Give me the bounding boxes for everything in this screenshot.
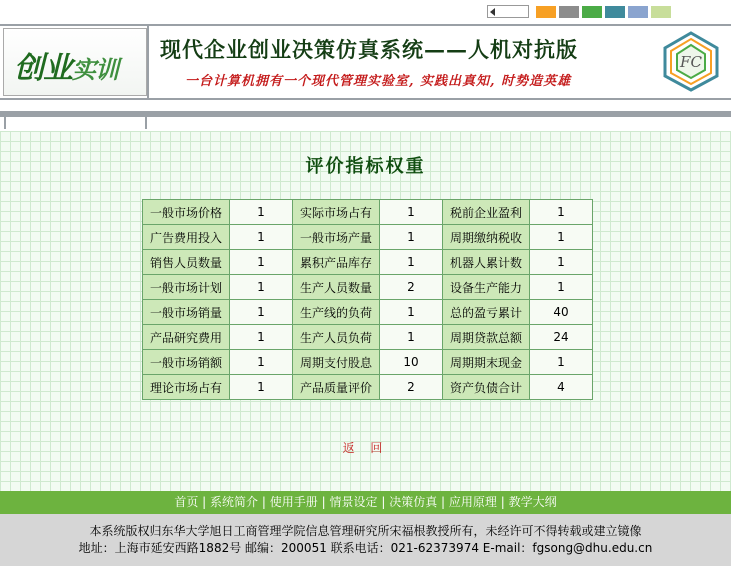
table-row <box>143 225 593 250</box>
indicator-label: 生产人员数量 <box>293 275 380 300</box>
mini-scrollbar[interactable] <box>487 5 529 18</box>
logo-text <box>14 43 118 87</box>
theme-swatch-lime[interactable] <box>651 6 671 18</box>
contact-text: 地址：上海市延安西路1882号 邮编：200051 联系电话：021-62373974 E-mail：fgsong@dhu.edu.cn <box>78 541 653 555</box>
indicator-weight: 1 <box>530 275 593 300</box>
indicator-label: 周期缴纳税收 <box>443 225 530 250</box>
indicator-label: 机器人累计数 <box>443 250 530 275</box>
indicator-weight: 1 <box>230 325 293 350</box>
indicator-weight: 1 <box>530 250 593 275</box>
theme-swatch-orange[interactable] <box>536 6 556 18</box>
emblem-icon <box>660 30 722 92</box>
page-title: 评价指标权重 <box>305 156 426 177</box>
indicator-label: 一般市场价格 <box>143 200 230 225</box>
nav-separator: | <box>500 495 505 509</box>
indicator-label: 一般市场产量 <box>293 225 380 250</box>
nav-link[interactable]: 系统简介 <box>210 495 259 509</box>
indicator-weight: 24 <box>530 325 593 350</box>
site-footer <box>0 514 731 566</box>
nav-separator: | <box>261 495 266 509</box>
nav-separator: | <box>381 495 386 509</box>
indicator-label: 销售人员数量 <box>143 250 230 275</box>
nav-bar <box>0 491 731 514</box>
nav-link[interactable]: 使用手册 <box>269 495 318 509</box>
scroll-left-icon[interactable] <box>490 8 495 16</box>
nav-link[interactable]: 教学大纲 <box>508 495 557 509</box>
top-strip <box>0 0 731 24</box>
logo-text-part2: 实训 <box>72 55 118 84</box>
emblem-letters: FC <box>680 53 702 71</box>
nav-separator: | <box>321 495 326 509</box>
indicator-label: 产品研究费用 <box>143 325 230 350</box>
indicator-label: 理论市场占有 <box>143 375 230 400</box>
indicator-weight: 2 <box>380 275 443 300</box>
indicator-weight: 1 <box>230 275 293 300</box>
indicator-weight: 1 <box>380 250 443 275</box>
nav-link[interactable]: 应用原理 <box>448 495 497 509</box>
indicator-label: 总的盈亏累计 <box>443 300 530 325</box>
indicator-label: 一般市场计划 <box>143 275 230 300</box>
indicator-weight: 4 <box>530 375 593 400</box>
theme-swatch-green[interactable] <box>582 6 602 18</box>
indicator-label: 税前企业盈利 <box>443 200 530 225</box>
theme-swatch-gray[interactable] <box>559 6 579 18</box>
indicator-weight: 2 <box>380 375 443 400</box>
table-row <box>143 375 593 400</box>
table-row <box>143 325 593 350</box>
indicator-weight: 1 <box>230 300 293 325</box>
indicator-label: 周期期末现金 <box>443 350 530 375</box>
logo-text-part1: 创业 <box>14 51 72 86</box>
indicator-weight: 1 <box>530 200 593 225</box>
indicator-label: 生产人员负荷 <box>293 325 380 350</box>
indicator-weight: 1 <box>380 300 443 325</box>
header-divider <box>0 24 731 26</box>
nav-link[interactable]: 决策仿真 <box>389 495 438 509</box>
indicator-label: 广告费用投入 <box>143 225 230 250</box>
indicator-weight: 40 <box>530 300 593 325</box>
table-row <box>143 300 593 325</box>
table-row <box>143 350 593 375</box>
indicator-weight: 1 <box>380 325 443 350</box>
indicator-label: 周期支付股息 <box>293 350 380 375</box>
theme-swatch-blue[interactable] <box>628 6 648 18</box>
system-title: 现代企业创业决策仿真系统——人机对抗版 <box>160 37 578 62</box>
indicator-label: 资产负债合计 <box>443 375 530 400</box>
table-row <box>143 275 593 300</box>
indicator-label: 生产线的负荷 <box>293 300 380 325</box>
indicator-weight: 1 <box>230 250 293 275</box>
site-logo[interactable] <box>3 28 147 96</box>
system-slogan: 一台计算机拥有一个现代管理实验室, 实践出真知, 时势造英雄 <box>185 74 572 89</box>
copyright-text: 本系统版权归东华大学旭日工商管理学院信息管理研究所宋福根教授所有，未经许可不得转载或建立镜像 <box>89 524 642 538</box>
theme-swatch-teal[interactable] <box>605 6 625 18</box>
indicator-weight: 1 <box>230 375 293 400</box>
indicator-label: 设备生产能力 <box>443 275 530 300</box>
nav-separator: | <box>202 495 207 509</box>
menu-bar-segment <box>4 117 147 129</box>
weights-table <box>142 199 593 400</box>
indicator-weight: 10 <box>380 350 443 375</box>
indicator-label: 一般市场销量 <box>143 300 230 325</box>
table-row <box>143 200 593 225</box>
indicator-weight: 1 <box>230 200 293 225</box>
indicator-weight: 1 <box>380 200 443 225</box>
indicator-label: 一般市场销额 <box>143 350 230 375</box>
indicator-label: 累积产品库存 <box>293 250 380 275</box>
indicator-weight: 1 <box>380 225 443 250</box>
indicator-label: 周期贷款总额 <box>443 325 530 350</box>
table-row <box>143 250 593 275</box>
indicator-weight: 1 <box>530 350 593 375</box>
nav-separator: | <box>441 495 446 509</box>
indicator-weight: 1 <box>230 225 293 250</box>
indicator-weight: 1 <box>530 225 593 250</box>
indicator-weight: 1 <box>230 350 293 375</box>
indicator-label: 实际市场占有 <box>293 200 380 225</box>
nav-link[interactable]: 首页 <box>174 495 199 509</box>
back-link[interactable]: 返 回 <box>342 441 389 455</box>
indicator-label: 产品质量评价 <box>293 375 380 400</box>
header-vertical-divider <box>147 26 149 98</box>
nav-link[interactable]: 情景设定 <box>329 495 378 509</box>
